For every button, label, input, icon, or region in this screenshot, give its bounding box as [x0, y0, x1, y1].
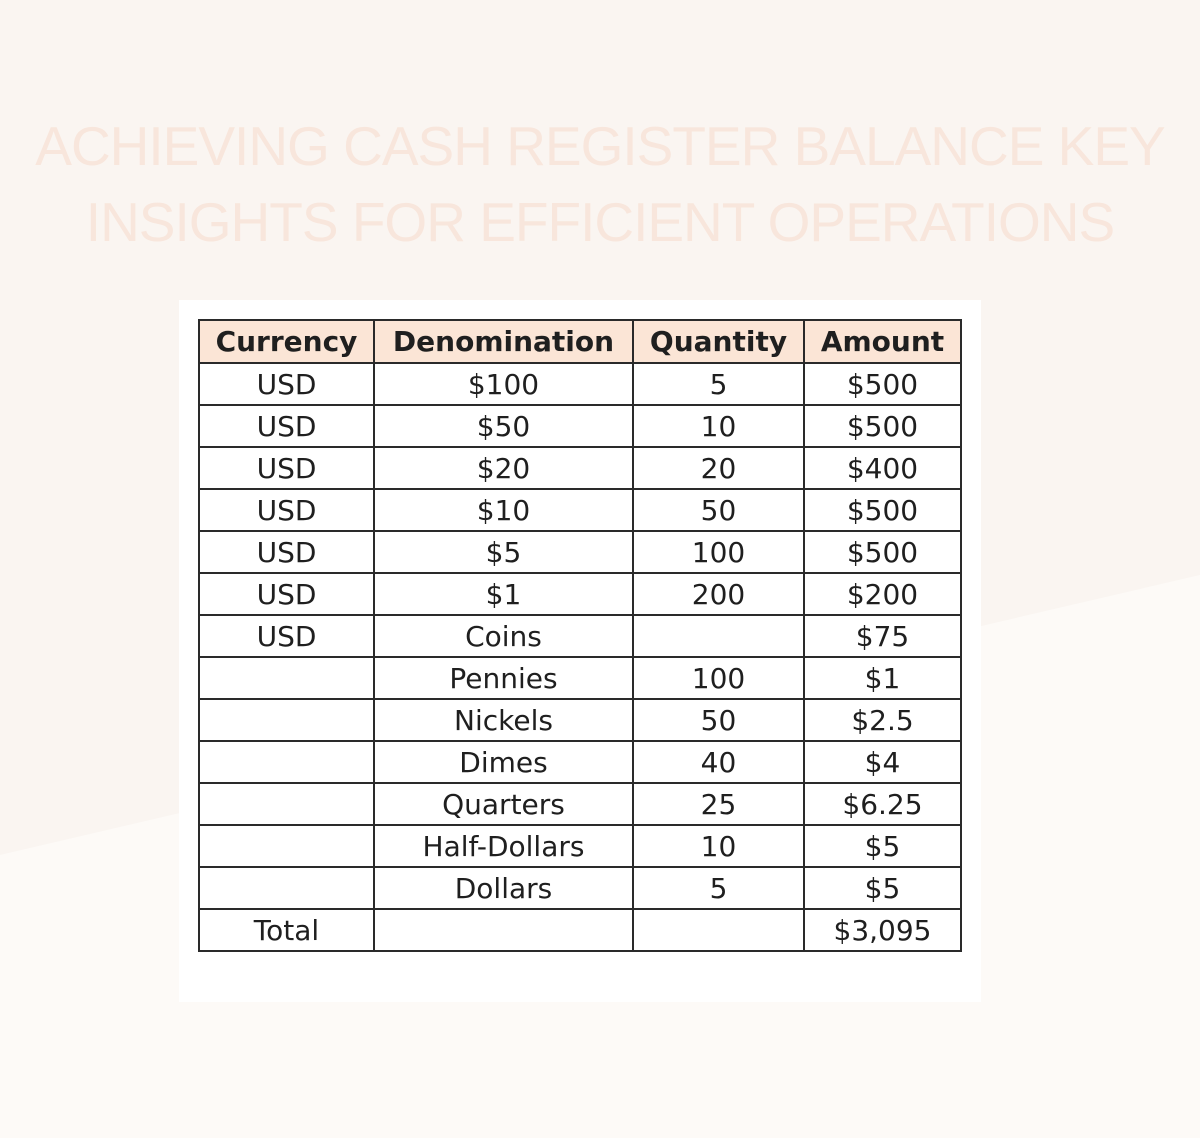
cell-quantity: 50	[633, 699, 804, 741]
cell-amount: $500	[804, 489, 961, 531]
header-amount: Amount	[804, 320, 961, 363]
cell-amount: $2.5	[804, 699, 961, 741]
table-row	[199, 573, 961, 615]
cell-denomination: Pennies	[374, 657, 633, 699]
cell-quantity: 100	[633, 531, 804, 573]
cell-currency: USD	[199, 573, 374, 615]
total-label: Total	[199, 909, 374, 951]
cell-currency: USD	[199, 363, 374, 405]
cell-denomination: $10	[374, 489, 633, 531]
cell-denomination	[374, 909, 633, 951]
cell-quantity: 10	[633, 405, 804, 447]
cell-denomination: $50	[374, 405, 633, 447]
table-row	[199, 699, 961, 741]
table-row	[199, 363, 961, 405]
cell-denomination: Half-Dollars	[374, 825, 633, 867]
cell-quantity: 20	[633, 447, 804, 489]
cell-quantity	[633, 615, 804, 657]
cell-currency	[199, 741, 374, 783]
cell-quantity: 25	[633, 783, 804, 825]
cell-quantity: 5	[633, 363, 804, 405]
cell-denomination: Dollars	[374, 867, 633, 909]
table-row	[199, 531, 961, 573]
total-row	[199, 909, 961, 951]
table-row	[199, 867, 961, 909]
cell-amount: $200	[804, 573, 961, 615]
header-quantity: Quantity	[633, 320, 804, 363]
table-row	[199, 615, 961, 657]
cell-quantity: 50	[633, 489, 804, 531]
cell-denomination: $100	[374, 363, 633, 405]
cell-quantity: 5	[633, 867, 804, 909]
cell-amount: $75	[804, 615, 961, 657]
cell-amount: $400	[804, 447, 961, 489]
cell-denomination: Nickels	[374, 699, 633, 741]
table-row	[199, 783, 961, 825]
cell-amount: $5	[804, 867, 961, 909]
cell-quantity: 100	[633, 657, 804, 699]
header-denomination: Denomination	[374, 320, 633, 363]
cell-quantity: 10	[633, 825, 804, 867]
cell-denomination: Quarters	[374, 783, 633, 825]
table-row	[199, 741, 961, 783]
cell-currency	[199, 867, 374, 909]
cell-currency: USD	[199, 531, 374, 573]
cell-amount: $500	[804, 531, 961, 573]
cell-currency	[199, 783, 374, 825]
title-line-2: INSIGHTS FOR EFFICIENT OPERATIONS	[85, 191, 1115, 253]
cell-quantity: 200	[633, 573, 804, 615]
cell-currency	[199, 657, 374, 699]
cell-currency: USD	[199, 447, 374, 489]
table-row	[199, 489, 961, 531]
cell-denomination: Dimes	[374, 741, 633, 783]
cell-denomination: $1	[374, 573, 633, 615]
cell-amount: $6.25	[804, 783, 961, 825]
header-currency: Currency	[199, 320, 374, 363]
total-amount: $3,095	[804, 909, 961, 951]
header-row	[199, 320, 961, 363]
cell-amount: $4	[804, 741, 961, 783]
cell-denomination: $20	[374, 447, 633, 489]
cell-quantity	[633, 909, 804, 951]
title-line-1: ACHIEVING CASH REGISTER BALANCE KEY	[35, 115, 1165, 177]
cell-amount: $5	[804, 825, 961, 867]
cash-register-table	[198, 319, 962, 952]
cell-currency: USD	[199, 489, 374, 531]
cell-denomination: Coins	[374, 615, 633, 657]
cell-amount: $500	[804, 363, 961, 405]
cell-currency	[199, 825, 374, 867]
cell-currency	[199, 699, 374, 741]
cell-denomination: $5	[374, 531, 633, 573]
table-row	[199, 825, 961, 867]
table-row	[199, 447, 961, 489]
table-row	[199, 657, 961, 699]
cell-amount: $1	[804, 657, 961, 699]
cell-currency: USD	[199, 405, 374, 447]
cell-quantity: 40	[633, 741, 804, 783]
cell-amount: $500	[804, 405, 961, 447]
page-title	[0, 108, 1200, 260]
cell-currency: USD	[199, 615, 374, 657]
table-row	[199, 405, 961, 447]
